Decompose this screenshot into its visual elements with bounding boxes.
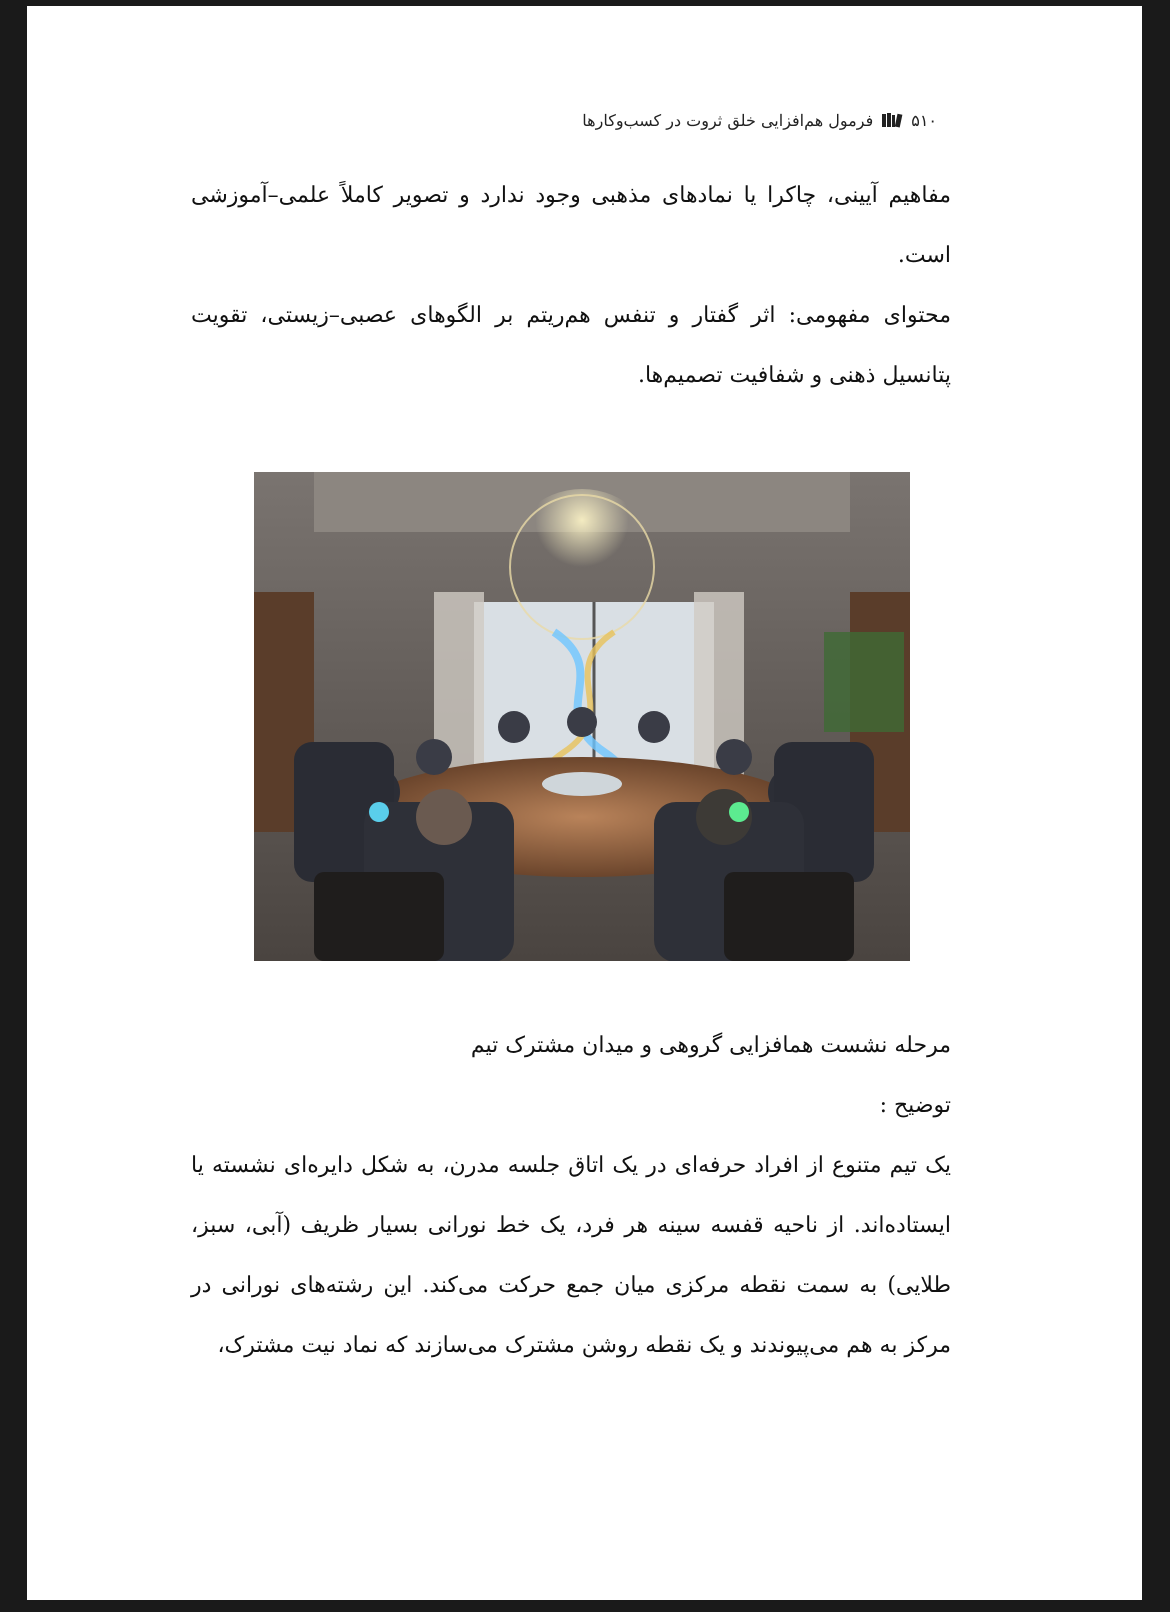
meeting-room-illustration bbox=[254, 472, 910, 961]
intro-text bbox=[191, 166, 951, 406]
intro-paragraph-1: مفاهیم آیینی، چاکرا یا نمادهای مذهبی وجود ندارد و تصویر کاملاً علمی–آموزشی است. bbox=[191, 183, 951, 268]
running-title: فرمول هم‌افزایی خلق ثروت در کسب‌وکارها bbox=[582, 110, 874, 130]
document-page bbox=[27, 6, 1142, 1600]
section-label: توضیح : bbox=[879, 1093, 951, 1118]
books-icon bbox=[881, 112, 903, 128]
section-heading: مرحله نشست همافزایی گروهی و میدان مشترک تیم bbox=[470, 1033, 951, 1058]
intro-paragraph-2: محتوای مفهومی: اثر گفتار و تنفس هم‌ریتم بر الگوهای عصبی–زیستی، تقویت پتانسیل ذهنی و شفافیت تصمیم‌ها. bbox=[191, 303, 951, 388]
section-body: یک تیم متنوع از افراد حرفه‌ای در یک اتاق جلسه مدرن، به شکل دایره‌ای نشسته یا ایستاده‌اند. از ناحیه قفسه سینه هر فرد، یک خط نورانی بسیار ظریف (آبی، سبز، طلایی) به سمت نقطه مرکزی میان جمع حرکت می‌کند. این رشته‌های نورانی در مرکز به هم می‌پیوندند و یک نقطه روشن مشترک می‌سازند که نماد نیت مشترک، bbox=[191, 1153, 951, 1358]
running-header bbox=[582, 106, 937, 134]
section-text bbox=[191, 1016, 951, 1376]
page-number: ۵۱۰ bbox=[911, 110, 937, 130]
